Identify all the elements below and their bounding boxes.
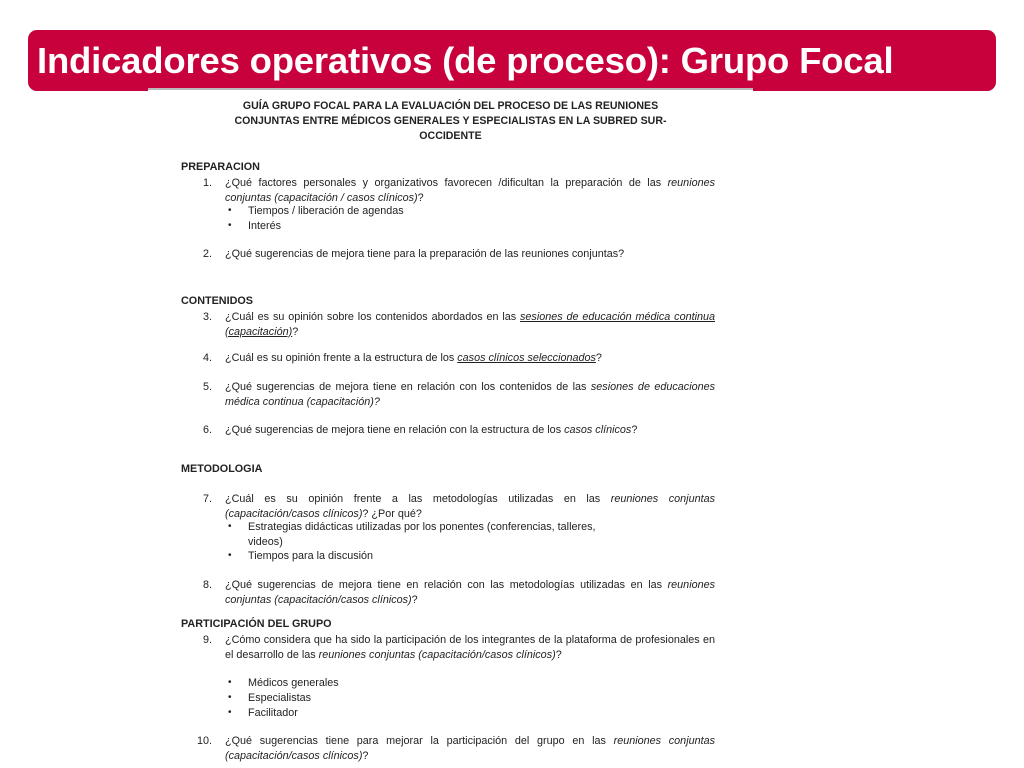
question-number: 8.: [203, 579, 213, 591]
question-number: 4.: [203, 352, 213, 364]
question-number: 10.: [197, 735, 213, 747]
question-text: ¿Cuál es su opinión frente a las metodologías utilizadas en las reuniones conjuntas (capacitación/casos clínicos)? ¿Por qué?: [225, 493, 715, 520]
question-text: ¿Qué sugerencias de mejora tiene en relación con la estructura de los casos clínicos?: [225, 424, 638, 436]
question-text: ¿Qué sugerencias tiene para mejorar la participación del grupo en las reuniones conjuntas (capacitación/casos clínicos)?: [225, 735, 716, 762]
section-heading-participacion: PARTICIPACIÓN DEL GRUPO: [181, 618, 332, 630]
question-text: ¿Cómo considera que ha sido la participación de los integrantes de la plataforma de profesionales en el desarrollo de las reuniones conjuntas (capacitación/casos clínicos)?: [225, 634, 715, 661]
section-heading-contenidos: CONTENIDOS: [181, 295, 253, 307]
question-number: 1.: [203, 177, 213, 189]
question-number: 7.: [203, 493, 213, 505]
document-title-line: CONJUNTAS ENTRE MÉDICOS GENERALES Y ESPECIALISTAS EN LA SUBRED SUR-: [234, 115, 667, 127]
question-text: ¿Qué sugerencias de mejora tiene para la preparación de las reuniones conjuntas?: [225, 248, 625, 260]
focus-group-guide-document: GUÍA GRUPO FOCAL PARA LA EVALUACIÓN DEL PROCESO DE LAS REUNIONES CONJUNTAS ENTRE MÉDICOS GENERALES Y ESPECIALISTAS EN LA SUBRED SUR- OCCIDENTE PREPARACION 1. ¿Qué factores personales y organizativos favorecen /dificultan la preparación de las reuniones conjuntas (capacitación / casos clínicos)? • Tiempos / liberación de agendas • Interés 2. ¿Qué sugerencias de mejora tiene para la preparación de las reuniones conjuntas? CONTENIDOS 3. ¿Cuál es su opinión sobre los contenidos abordados en las sesiones de educación médica continua (capacitación)? 4. ¿Cuál es su opinión frente a la estructura de los casos clínicos seleccionados? 5. ¿Qué sugerencias de mejora tiene en relación con los contenidos de las sesiones de educaciones médica continua (capacitación)? 6. ¿Qué sugerencias de mejora tiene en relación con la estructura de los casos clínicos? METODOLOGIA 7. ¿Cuál es su opinión frente a las metodologías utilizadas en las reuniones conjuntas (capacitación/casos clínicos)? ¿Por qué? • Estrategias didácticas utilizadas por los ponentes (conferencias, talleres, videos) • Tiempos para la discusión 8. ¿Qué sugerencias de mejora tiene en relación con las metodologías utilizadas en las reuniones conjuntas (capacitación/casos clínicos)? PARTICIPACIÓN DEL GRUPO 9. ¿Cómo considera que ha sido la participación de los integrantes de la plataforma de profesionales en el desarrollo de las reuniones conjuntas (capacitación/casos clínicos)? • Médicos generales • Especialistas • Facilitador 10. ¿Qué sugerencias tiene para mejorar la participación del grupo en las reuniones conjuntas (capacitación/casos clínicos)?: [148, 88, 753, 768]
question-number: 9.: [203, 634, 213, 646]
title-banner: [28, 30, 996, 91]
question-number: 3.: [203, 311, 213, 323]
question-number: 2.: [203, 248, 213, 260]
section-heading-metodologia: METODOLOGIA: [181, 463, 263, 475]
bullet-icon: •: [228, 677, 232, 688]
bullet-icon: •: [228, 707, 232, 718]
slide-title: Indicadores operativos (de proceso): Grupo Focal: [37, 39, 894, 81]
question-text: ¿Qué sugerencias de mejora tiene en relación con las metodologías utilizadas en las reuniones conjuntas (capacitación/casos clínicos)?: [225, 579, 715, 606]
question-text: ¿Qué sugerencias de mejora tiene en relación con los contenidos de las sesiones de educaciones médica continua (capacitación)?: [225, 381, 716, 408]
question-number: 6.: [203, 424, 213, 436]
document-title-line: OCCIDENTE: [419, 130, 482, 142]
bullet-icon: •: [228, 220, 232, 231]
bullet-icon: •: [228, 550, 232, 561]
bullet-icon: •: [228, 521, 232, 532]
question-text: ¿Cuál es su opinión sobre los contenidos abordados en las sesiones de educación médica continua (capacitación)?: [225, 311, 715, 338]
document-title-line: GUÍA GRUPO FOCAL PARA LA EVALUACIÓN DEL PROCESO DE LAS REUNIONES: [242, 100, 659, 112]
bullet-icon: •: [228, 692, 232, 703]
question-number: 5.: [203, 381, 213, 393]
section-heading-preparacion: PREPARACION: [181, 161, 260, 173]
document-title: [148, 99, 753, 144]
bullet-icon: •: [228, 205, 232, 216]
question-text: ¿Qué factores personales y organizativos favorecen /dificultan la preparación de las reuniones conjuntas (capacitación / casos clínicos)?: [225, 177, 715, 204]
question-text: ¿Cuál es su opinión frente a la estructura de los casos clínicos seleccionados?: [225, 352, 602, 364]
